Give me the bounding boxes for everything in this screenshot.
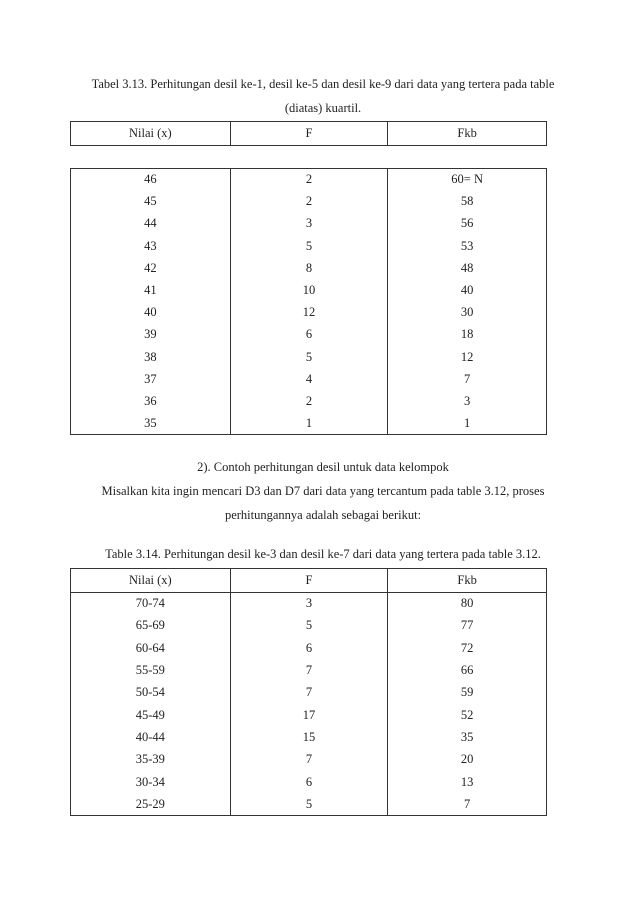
table1-cell-f: 2 bbox=[230, 390, 388, 412]
table2-cell-nilai: 55-59 bbox=[71, 659, 231, 681]
table2-cell-nilai: 40-44 bbox=[71, 726, 231, 748]
table2-cell-f: 6 bbox=[230, 637, 388, 659]
table2-header-fkb: Fkb bbox=[457, 573, 477, 587]
table1-cell-f: 2 bbox=[230, 169, 388, 191]
table2-cell-nilai: 70-74 bbox=[71, 593, 231, 615]
table1-caption bbox=[70, 72, 576, 120]
table2-cell-fkb: 66 bbox=[460, 663, 474, 678]
table1-cell-fkb: 58 bbox=[460, 194, 474, 209]
table1-cell-fkb: 48 bbox=[460, 260, 474, 275]
table-row bbox=[71, 793, 547, 815]
table1-cell-nilai: 37 bbox=[71, 368, 231, 390]
section-text bbox=[70, 455, 576, 527]
table2-cell-f: 7 bbox=[230, 749, 388, 771]
table2-cell-fkb: 20 bbox=[460, 752, 474, 767]
table-row bbox=[71, 368, 547, 390]
table1-cell-nilai: 46 bbox=[71, 169, 231, 191]
table2-cell-fkb: 59 bbox=[460, 685, 474, 700]
table1-cell-fkb: 18 bbox=[460, 327, 474, 342]
section-heading: 2). Contoh perhitungan desil untuk data kelompok bbox=[197, 460, 449, 474]
table2-cell-nilai: 45-49 bbox=[71, 704, 231, 726]
table1-cell-f: 5 bbox=[230, 346, 388, 368]
table-row bbox=[71, 324, 547, 346]
table2-cell-nilai: 60-64 bbox=[71, 637, 231, 659]
table2-cell-fkb: 72 bbox=[460, 640, 474, 655]
table-row bbox=[71, 593, 547, 615]
table1-header-fkb: Fkb bbox=[457, 126, 477, 140]
table1-cell-nilai: 35 bbox=[71, 413, 231, 435]
section-paragraph-line1: Misalkan kita ingin mencari D3 dan D7 dari data yang tercantum pada table 3.12, proses bbox=[101, 484, 545, 498]
table2-cell-f: 6 bbox=[230, 771, 388, 793]
table2-cell-f: 7 bbox=[230, 682, 388, 704]
table1-cell-nilai: 45 bbox=[71, 191, 231, 213]
table2-cell-f: 17 bbox=[230, 704, 388, 726]
table-row bbox=[71, 279, 547, 301]
table-row bbox=[71, 191, 547, 213]
table1-cell-nilai: 44 bbox=[71, 213, 231, 235]
table2-cell-nilai: 50-54 bbox=[71, 682, 231, 704]
table1-cell-f: 6 bbox=[230, 324, 388, 346]
table2-cell-fkb: 52 bbox=[460, 707, 474, 722]
table2-header-f: F bbox=[230, 569, 388, 593]
table-row bbox=[71, 749, 547, 771]
table1-cell-f: 10 bbox=[230, 279, 388, 301]
table1-cell-f: 8 bbox=[230, 257, 388, 279]
table2-cell-nilai: 35-39 bbox=[71, 749, 231, 771]
table2-cell-f: 15 bbox=[230, 726, 388, 748]
table-row bbox=[71, 169, 547, 191]
table-row bbox=[71, 213, 547, 235]
table-row bbox=[71, 390, 547, 412]
table1-cell-nilai: 41 bbox=[71, 279, 231, 301]
table1-caption-line2: (diatas) kuartil. bbox=[284, 101, 362, 115]
table-row bbox=[71, 726, 547, 748]
table-row bbox=[71, 346, 547, 368]
table2-cell-nilai: 25-29 bbox=[71, 793, 231, 815]
table2-caption: Table 3.14. Perhitungan desil ke-3 dan desil ke-7 dari data yang tertera pada table 3.12. bbox=[105, 547, 541, 561]
table1-body bbox=[70, 168, 547, 435]
table2-cell-fkb: 35 bbox=[460, 729, 474, 744]
table-row bbox=[71, 302, 547, 324]
table-row bbox=[71, 659, 547, 681]
table1-cell-fkb: 60= N bbox=[451, 172, 483, 187]
table1-cell-f: 4 bbox=[230, 368, 388, 390]
table2-cell-fkb: 13 bbox=[460, 774, 474, 789]
table1-header-f: F bbox=[230, 122, 388, 146]
table2-cell-fkb: 7 bbox=[464, 796, 471, 811]
table1-cell-fkb: 12 bbox=[460, 349, 474, 364]
table2-header-nilai: Nilai (x) bbox=[71, 569, 231, 593]
table2-cell-f: 5 bbox=[230, 793, 388, 815]
table1-cell-nilai: 36 bbox=[71, 390, 231, 412]
table-row bbox=[71, 235, 547, 257]
table1-cell-nilai: 38 bbox=[71, 346, 231, 368]
table1-cell-f: 12 bbox=[230, 302, 388, 324]
table1-cell-fkb: 3 bbox=[464, 393, 471, 408]
table2-cell-f: 5 bbox=[230, 615, 388, 637]
table1-cell-fkb: 40 bbox=[460, 283, 474, 298]
table1-cell-f: 1 bbox=[230, 413, 388, 435]
table-row bbox=[71, 257, 547, 279]
table1-caption-line1: Tabel 3.13. Perhitungan desil ke-1, desil ke-5 dan desil ke-9 dari data yang tertera pada table bbox=[91, 77, 555, 91]
table-row bbox=[71, 637, 547, 659]
table1-cell-f: 3 bbox=[230, 213, 388, 235]
section-paragraph-line2: perhitungannya adalah sebagai berikut: bbox=[224, 508, 422, 522]
table1-cell-fkb: 53 bbox=[460, 238, 474, 253]
table-row bbox=[71, 704, 547, 726]
table2-cell-f: 3 bbox=[230, 593, 388, 615]
table1-header-nilai: Nilai (x) bbox=[71, 122, 231, 146]
table1-cell-fkb: 30 bbox=[460, 305, 474, 320]
table2-cell-f: 7 bbox=[230, 659, 388, 681]
table-row bbox=[71, 413, 547, 435]
table2-cell-nilai: 30-34 bbox=[71, 771, 231, 793]
table1-cell-fkb: 7 bbox=[464, 371, 471, 386]
table1-cell-fkb: 1 bbox=[464, 415, 471, 430]
table1-cell-nilai: 40 bbox=[71, 302, 231, 324]
table2-cell-fkb: 77 bbox=[460, 618, 474, 633]
table-row bbox=[71, 682, 547, 704]
table1-cell-nilai: 39 bbox=[71, 324, 231, 346]
table1-cell-nilai: 42 bbox=[71, 257, 231, 279]
table2-cell-nilai: 65-69 bbox=[71, 615, 231, 637]
table1-cell-f: 5 bbox=[230, 235, 388, 257]
table1-cell-fkb: 56 bbox=[460, 216, 474, 231]
table-row bbox=[71, 615, 547, 637]
table1-cell-nilai: 43 bbox=[71, 235, 231, 257]
table1-header bbox=[70, 121, 547, 146]
table2 bbox=[70, 568, 547, 816]
table-row bbox=[71, 771, 547, 793]
table1-cell-f: 2 bbox=[230, 191, 388, 213]
table2-cell-fkb: 80 bbox=[460, 596, 474, 611]
